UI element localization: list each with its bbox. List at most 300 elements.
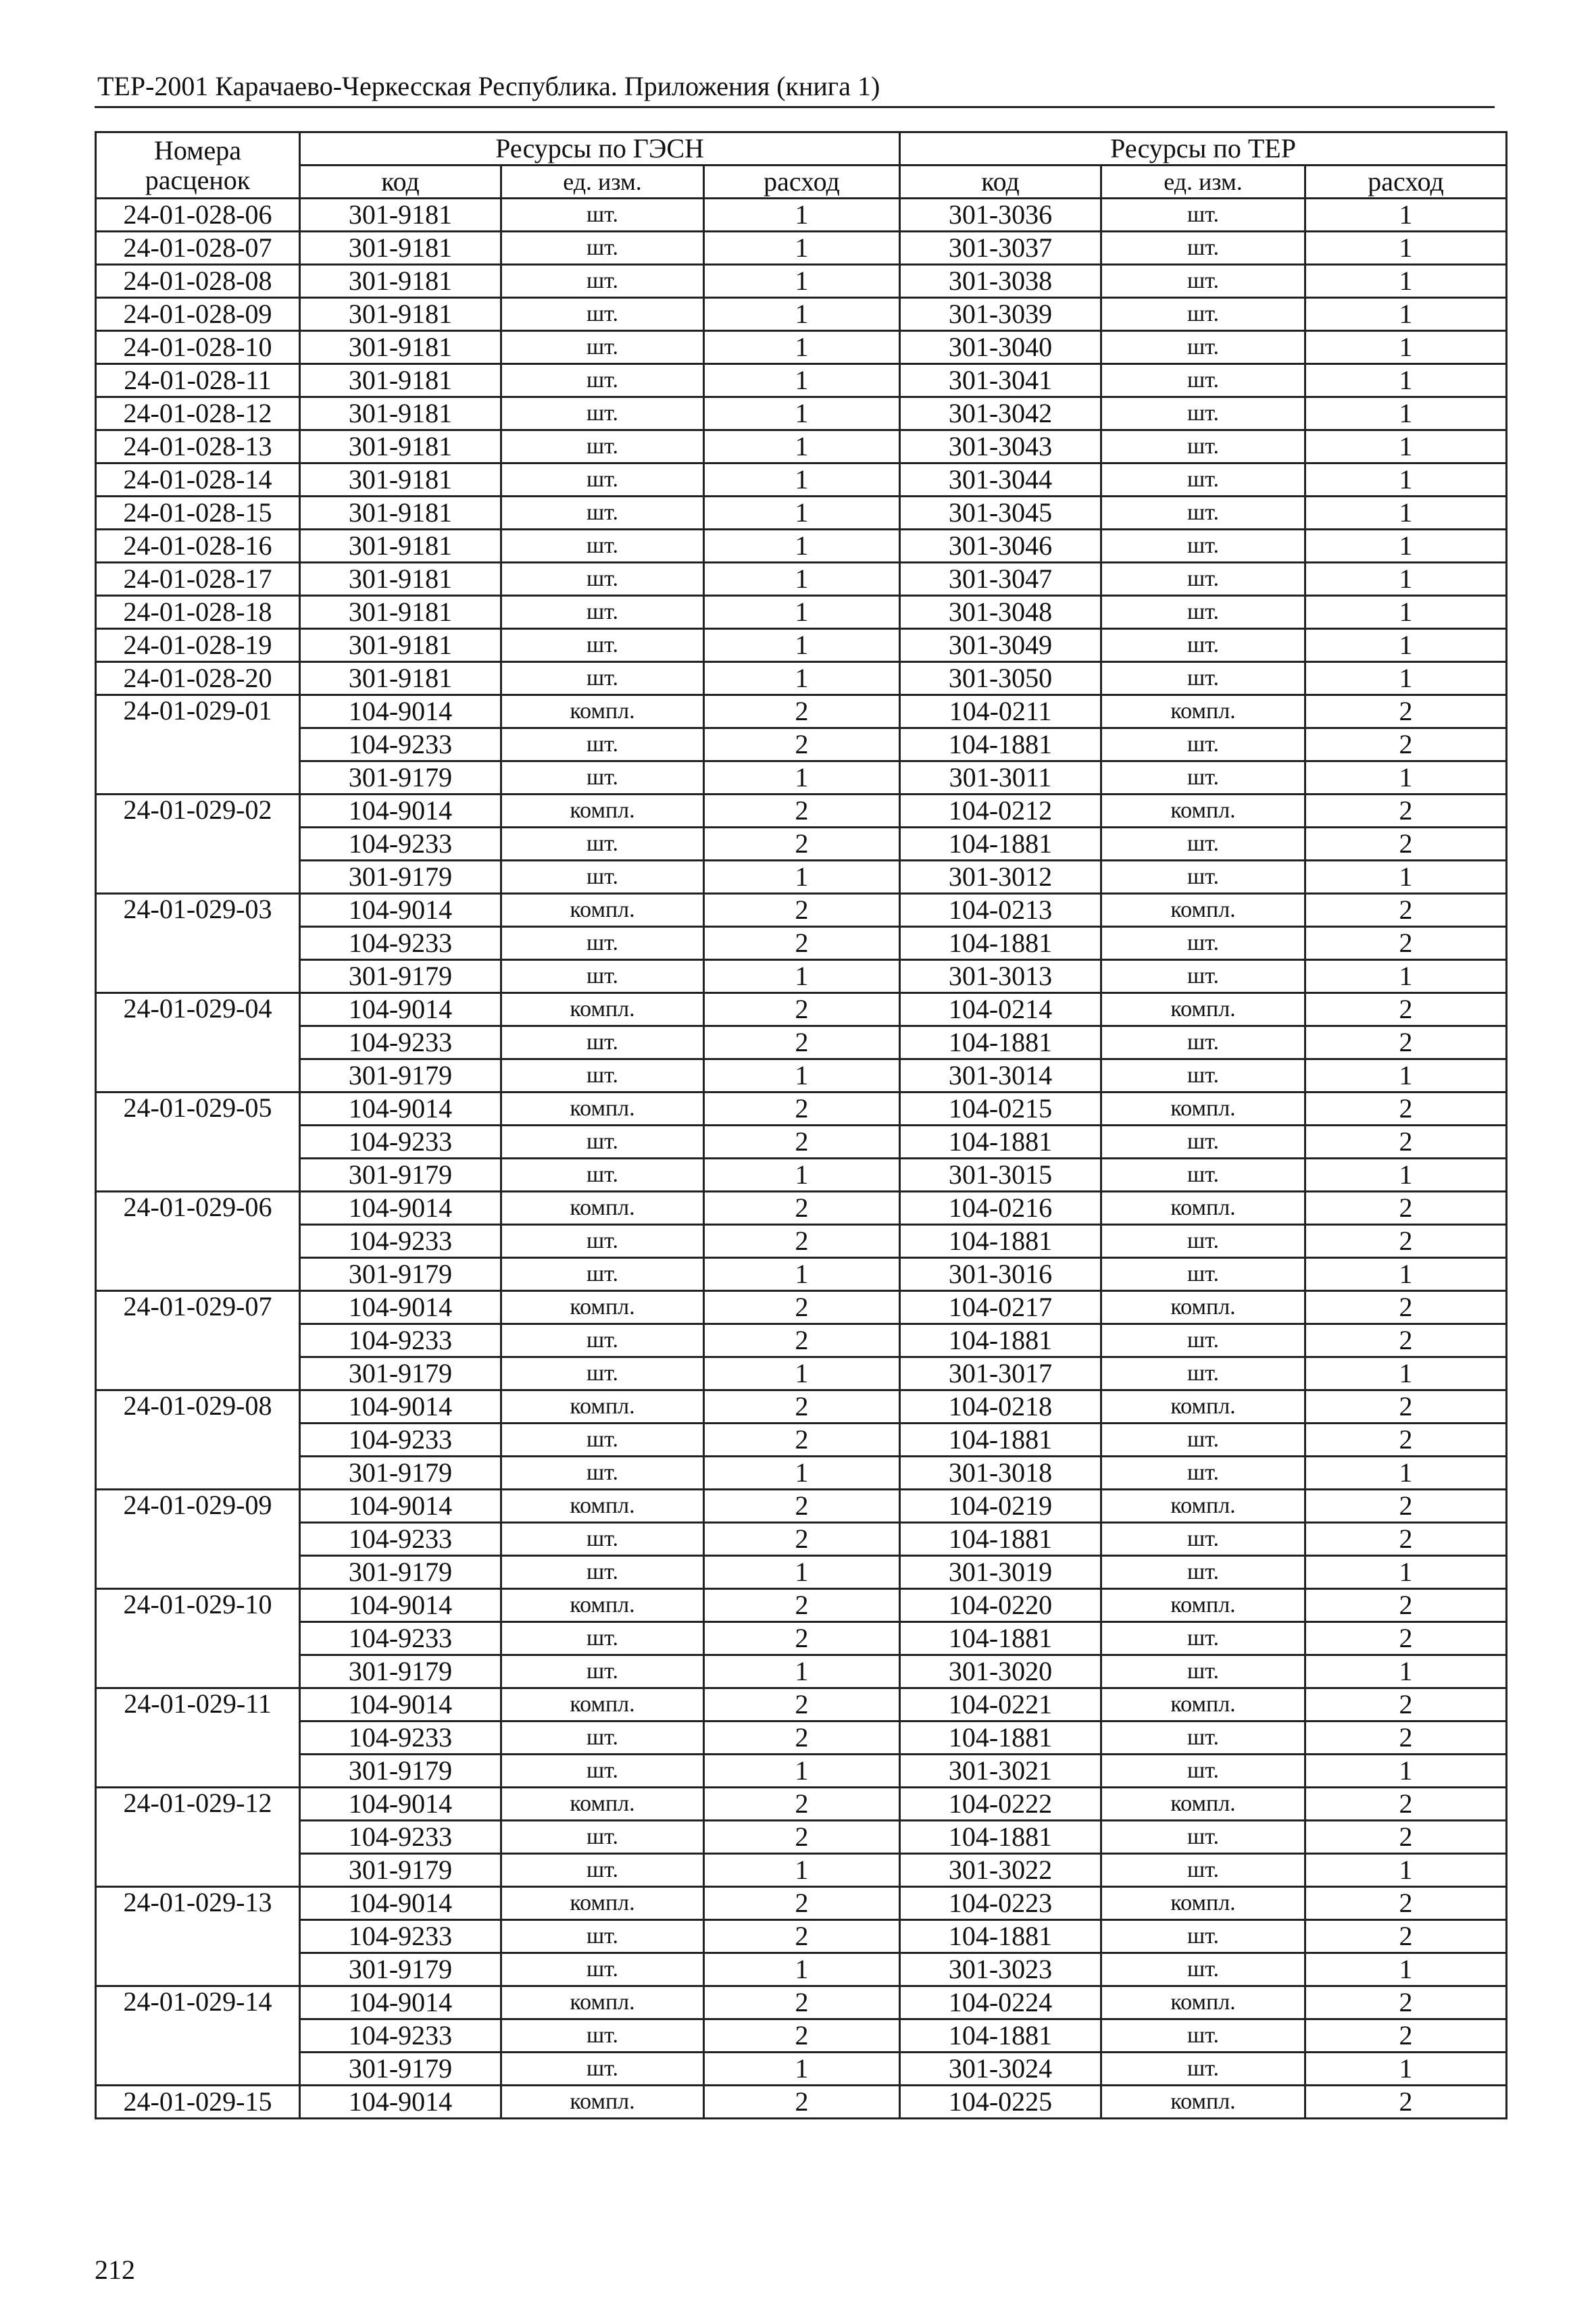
ter-unit-cell: шт. bbox=[1101, 397, 1305, 430]
table-header bbox=[96, 132, 1507, 199]
gesn-code-cell: 104-9233 bbox=[300, 1026, 501, 1059]
rate-number-cell: 24-01-029-01 bbox=[96, 695, 300, 795]
ter-unit-cell: шт. bbox=[1101, 497, 1305, 530]
rate-number-cell: 24-01-029-04 bbox=[96, 993, 300, 1092]
gesn-code-cell: 104-9014 bbox=[300, 1887, 501, 1920]
ter-qty-cell: 2 bbox=[1305, 828, 1507, 861]
gesn-unit-cell: шт. bbox=[501, 1755, 704, 1788]
rate-number-cell: 24-01-029-13 bbox=[96, 1887, 300, 1986]
ter-qty-cell: 2 bbox=[1305, 1986, 1507, 2019]
gesn-qty-cell: 2 bbox=[704, 927, 900, 960]
gesn-code-cell: 104-9233 bbox=[300, 2019, 501, 2053]
ter-qty-cell: 2 bbox=[1305, 894, 1507, 927]
gesn-qty-cell: 1 bbox=[704, 463, 900, 497]
ter-qty-cell: 1 bbox=[1305, 960, 1507, 993]
table-row bbox=[96, 1490, 1507, 1523]
ter-qty-cell: 1 bbox=[1305, 1755, 1507, 1788]
gesn-unit-cell: шт. bbox=[501, 298, 704, 331]
ter-qty-cell: 1 bbox=[1305, 662, 1507, 695]
ter-qty-cell: 1 bbox=[1305, 761, 1507, 795]
gesn-qty-cell: 2 bbox=[704, 1126, 900, 1159]
table-row bbox=[96, 1324, 1507, 1357]
gesn-code-cell: 104-9233 bbox=[300, 1225, 501, 1258]
table-row bbox=[96, 1192, 1507, 1225]
gesn-unit-cell: шт. bbox=[501, 364, 704, 397]
ter-unit-cell: компл. bbox=[1101, 1688, 1305, 1721]
gesn-unit-cell: шт. bbox=[501, 629, 704, 662]
rate-number-cell: 24-01-029-11 bbox=[96, 1688, 300, 1788]
rate-number-cell: 24-01-029-09 bbox=[96, 1490, 300, 1589]
table-row bbox=[96, 1887, 1507, 1920]
table-row bbox=[96, 497, 1507, 530]
rate-numbers-header-line2: расценок bbox=[145, 164, 251, 195]
rate-number-cell: 24-01-028-15 bbox=[96, 497, 300, 530]
ter-unit-cell: шт. bbox=[1101, 364, 1305, 397]
table-row bbox=[96, 1655, 1507, 1688]
gesn-unit-cell: шт. bbox=[501, 1324, 704, 1357]
gesn-unit-cell: шт. bbox=[501, 1026, 704, 1059]
gesn-code-cell: 301-9181 bbox=[300, 629, 501, 662]
page-header bbox=[95, 66, 1495, 108]
ter-code-cell: 104-1881 bbox=[900, 1126, 1101, 1159]
gesn-unit-cell: шт. bbox=[501, 1556, 704, 1589]
rate-number-cell: 24-01-028-06 bbox=[96, 199, 300, 232]
ter-unit-cell: шт. bbox=[1101, 1126, 1305, 1159]
table-row bbox=[96, 894, 1507, 927]
gesn-qty-cell: 2 bbox=[704, 1523, 900, 1556]
gesn-code-cell: 104-9233 bbox=[300, 1721, 501, 1755]
ter-qty-cell: 2 bbox=[1305, 2019, 1507, 2053]
ter-qty-cell: 2 bbox=[1305, 1788, 1507, 1821]
table-row bbox=[96, 1291, 1507, 1324]
ter-code-cell: 301-3015 bbox=[900, 1159, 1101, 1192]
gesn-unit-cell: шт. bbox=[501, 497, 704, 530]
gesn-qty-cell: 1 bbox=[704, 1258, 900, 1291]
gesn-unit-cell: шт. bbox=[501, 2053, 704, 2086]
gesn-code-cell: 104-9233 bbox=[300, 1424, 501, 1457]
ter-code-cell: 104-0213 bbox=[900, 894, 1101, 927]
table-row bbox=[96, 265, 1507, 298]
ter-code-cell: 301-3044 bbox=[900, 463, 1101, 497]
gesn-qty-cell: 1 bbox=[704, 563, 900, 596]
ter-code-cell: 301-3041 bbox=[900, 364, 1101, 397]
ter-unit-cell: шт. bbox=[1101, 828, 1305, 861]
rate-number-cell: 24-01-029-15 bbox=[96, 2086, 300, 2119]
ter-unit-cell: компл. bbox=[1101, 1092, 1305, 1126]
ter-code-cell: 301-3050 bbox=[900, 662, 1101, 695]
table-row bbox=[96, 596, 1507, 629]
gesn-qty-cell: 2 bbox=[704, 2019, 900, 2053]
gesn-qty-cell: 2 bbox=[704, 1986, 900, 2019]
rate-number-cell: 24-01-028-10 bbox=[96, 331, 300, 364]
gesn-qty-cell: 1 bbox=[704, 331, 900, 364]
gesn-code-cell: 104-9014 bbox=[300, 1192, 501, 1225]
ter-code-cell: 104-0224 bbox=[900, 1986, 1101, 2019]
ter-qty-cell: 1 bbox=[1305, 629, 1507, 662]
ter-unit-cell: шт. bbox=[1101, 232, 1305, 265]
ter-unit-cell: компл. bbox=[1101, 1986, 1305, 2019]
rate-number-cell: 24-01-028-19 bbox=[96, 629, 300, 662]
gesn-unit-cell: компл. bbox=[501, 1192, 704, 1225]
ter-code-cell: 104-1881 bbox=[900, 728, 1101, 761]
gesn-code-cell: 104-9233 bbox=[300, 1821, 501, 1854]
gesn-unit-cell: шт. bbox=[501, 728, 704, 761]
rate-number-cell: 24-01-029-07 bbox=[96, 1291, 300, 1390]
ter-unit-cell: шт. bbox=[1101, 1755, 1305, 1788]
gesn-code-cell: 104-9233 bbox=[300, 1126, 501, 1159]
ter-code-cell: 104-0222 bbox=[900, 1788, 1101, 1821]
ter-unit-cell: шт. bbox=[1101, 1324, 1305, 1357]
ter-unit-cell: компл. bbox=[1101, 1788, 1305, 1821]
ter-unit-cell: шт. bbox=[1101, 1258, 1305, 1291]
table-body bbox=[96, 199, 1507, 2119]
ter-unit-cell: шт. bbox=[1101, 1523, 1305, 1556]
table-row bbox=[96, 828, 1507, 861]
ter-qty-cell: 1 bbox=[1305, 861, 1507, 894]
ter-unit-cell: шт. bbox=[1101, 1655, 1305, 1688]
gesn-unit-cell: шт. bbox=[501, 960, 704, 993]
gesn-unit-cell: шт. bbox=[501, 1126, 704, 1159]
gesn-qty-cell: 1 bbox=[704, 530, 900, 563]
table-row bbox=[96, 629, 1507, 662]
ter-qty-cell: 1 bbox=[1305, 298, 1507, 331]
gesn-code-cell: 104-9014 bbox=[300, 1291, 501, 1324]
ter-unit-cell: компл. bbox=[1101, 1192, 1305, 1225]
gesn-qty-cell: 2 bbox=[704, 728, 900, 761]
ter-qty-cell: 2 bbox=[1305, 728, 1507, 761]
rate-number-cell: 24-01-028-13 bbox=[96, 430, 300, 463]
gesn-qty-cell: 2 bbox=[704, 1192, 900, 1225]
gesn-qty-cell: 1 bbox=[704, 265, 900, 298]
ter-qty-cell: 1 bbox=[1305, 199, 1507, 232]
gesn-qty-cell: 1 bbox=[704, 1357, 900, 1390]
table-row bbox=[96, 1523, 1507, 1556]
page-number: 212 bbox=[95, 2255, 135, 2285]
ter-code-cell: 301-3049 bbox=[900, 629, 1101, 662]
ter-unit-cell: шт. bbox=[1101, 1953, 1305, 1986]
ter-code-cell: 104-0214 bbox=[900, 993, 1101, 1026]
table-row bbox=[96, 1688, 1507, 1721]
ter-code-cell: 104-0218 bbox=[900, 1390, 1101, 1424]
ter-qty-cell: 2 bbox=[1305, 1192, 1507, 1225]
table-row bbox=[96, 364, 1507, 397]
gesn-unit-cell: шт. bbox=[501, 331, 704, 364]
gesn-qty-cell: 1 bbox=[704, 364, 900, 397]
gesn-qty-cell: 1 bbox=[704, 430, 900, 463]
table-row bbox=[96, 397, 1507, 430]
ter-qty-cell: 1 bbox=[1305, 563, 1507, 596]
gesn-qty-cell: 2 bbox=[704, 695, 900, 728]
ter-unit-cell: шт. bbox=[1101, 1854, 1305, 1887]
gesn-unit-cell: шт. bbox=[501, 1953, 704, 1986]
ter-code-header: код bbox=[900, 166, 1101, 199]
ter-code-cell: 301-3039 bbox=[900, 298, 1101, 331]
gesn-qty-cell: 2 bbox=[704, 1092, 900, 1126]
gesn-code-cell: 104-9233 bbox=[300, 1523, 501, 1556]
gesn-code-cell: 301-9179 bbox=[300, 1258, 501, 1291]
ter-code-cell: 104-1881 bbox=[900, 1324, 1101, 1357]
ter-unit-cell: шт. bbox=[1101, 1225, 1305, 1258]
ter-code-cell: 301-3038 bbox=[900, 265, 1101, 298]
rate-number-cell: 24-01-028-20 bbox=[96, 662, 300, 695]
gesn-code-cell: 104-9233 bbox=[300, 828, 501, 861]
gesn-qty-cell: 2 bbox=[704, 795, 900, 828]
table-row bbox=[96, 1092, 1507, 1126]
ter-unit-cell: компл. bbox=[1101, 894, 1305, 927]
gesn-code-cell: 301-9181 bbox=[300, 563, 501, 596]
ter-qty-cell: 2 bbox=[1305, 695, 1507, 728]
ter-code-cell: 301-3037 bbox=[900, 232, 1101, 265]
gesn-code-cell: 104-9014 bbox=[300, 1589, 501, 1622]
gesn-qty-cell: 1 bbox=[704, 761, 900, 795]
gesn-unit-cell: шт. bbox=[501, 1523, 704, 1556]
gesn-qty-cell: 2 bbox=[704, 993, 900, 1026]
rate-number-cell: 24-01-029-12 bbox=[96, 1788, 300, 1887]
gesn-code-cell: 104-9233 bbox=[300, 927, 501, 960]
ter-qty-cell: 2 bbox=[1305, 1490, 1507, 1523]
ter-code-cell: 301-3040 bbox=[900, 331, 1101, 364]
ter-qty-cell: 2 bbox=[1305, 1126, 1507, 1159]
table-row bbox=[96, 463, 1507, 497]
gesn-qty-cell: 2 bbox=[704, 1589, 900, 1622]
ter-qty-cell: 2 bbox=[1305, 2086, 1507, 2119]
table-row bbox=[96, 1953, 1507, 1986]
ter-unit-cell: шт. bbox=[1101, 331, 1305, 364]
gesn-qty-cell: 2 bbox=[704, 894, 900, 927]
ter-qty-cell: 1 bbox=[1305, 1357, 1507, 1390]
gesn-qty-cell: 1 bbox=[704, 298, 900, 331]
gesn-code-cell: 104-9014 bbox=[300, 1688, 501, 1721]
table-row bbox=[96, 530, 1507, 563]
ter-unit-cell: шт. bbox=[1101, 761, 1305, 795]
ter-code-cell: 301-3016 bbox=[900, 1258, 1101, 1291]
ter-unit-cell: шт. bbox=[1101, 1920, 1305, 1953]
ter-code-cell: 104-1881 bbox=[900, 1424, 1101, 1457]
ter-qty-cell: 1 bbox=[1305, 331, 1507, 364]
rate-number-cell: 24-01-029-06 bbox=[96, 1192, 300, 1291]
rate-number-cell: 24-01-028-17 bbox=[96, 563, 300, 596]
table-row bbox=[96, 331, 1507, 364]
gesn-unit-cell: шт. bbox=[501, 1258, 704, 1291]
table-row bbox=[96, 430, 1507, 463]
page-title: ТЕР-2001 Карачаево-Черкесская Республика. Приложения (книга 1) bbox=[97, 71, 880, 101]
gesn-qty-cell: 2 bbox=[704, 1291, 900, 1324]
gesn-unit-cell: шт. bbox=[501, 463, 704, 497]
ter-unit-cell: шт. bbox=[1101, 1821, 1305, 1854]
ter-qty-cell: 1 bbox=[1305, 364, 1507, 397]
ter-qty-cell: 1 bbox=[1305, 1953, 1507, 1986]
table-row bbox=[96, 1258, 1507, 1291]
ter-code-cell: 301-3047 bbox=[900, 563, 1101, 596]
gesn-qty-cell: 1 bbox=[704, 1854, 900, 1887]
gesn-code-cell: 301-9181 bbox=[300, 364, 501, 397]
table-row bbox=[96, 1126, 1507, 1159]
gesn-unit-cell: шт. bbox=[501, 1721, 704, 1755]
rate-number-cell: 24-01-028-07 bbox=[96, 232, 300, 265]
ter-unit-cell: компл. bbox=[1101, 1589, 1305, 1622]
gesn-resources-header: Ресурсы по ГЭСН bbox=[300, 132, 900, 166]
ter-code-cell: 301-3011 bbox=[900, 761, 1101, 795]
ter-unit-cell: шт. bbox=[1101, 1556, 1305, 1589]
gesn-code-cell: 104-9233 bbox=[300, 1920, 501, 1953]
ter-code-cell: 301-3021 bbox=[900, 1755, 1101, 1788]
ter-code-cell: 301-3043 bbox=[900, 430, 1101, 463]
ter-code-cell: 104-0219 bbox=[900, 1490, 1101, 1523]
rate-number-cell: 24-01-028-18 bbox=[96, 596, 300, 629]
table-row bbox=[96, 662, 1507, 695]
table-row bbox=[96, 861, 1507, 894]
gesn-qty-cell: 2 bbox=[704, 1920, 900, 1953]
ter-qty-cell: 1 bbox=[1305, 397, 1507, 430]
ter-unit-cell: компл. bbox=[1101, 695, 1305, 728]
table-row bbox=[96, 1424, 1507, 1457]
rate-number-cell: 24-01-029-05 bbox=[96, 1092, 300, 1192]
rate-number-cell: 24-01-029-10 bbox=[96, 1589, 300, 1688]
gesn-unit-cell: компл. bbox=[501, 1887, 704, 1920]
gesn-qty-cell: 1 bbox=[704, 232, 900, 265]
ter-unit-cell: шт. bbox=[1101, 1457, 1305, 1490]
gesn-unit-cell: шт. bbox=[501, 927, 704, 960]
gesn-code-cell: 104-9014 bbox=[300, 1092, 501, 1126]
ter-code-cell: 301-3036 bbox=[900, 199, 1101, 232]
ter-code-cell: 301-3048 bbox=[900, 596, 1101, 629]
gesn-qty-cell: 2 bbox=[704, 1887, 900, 1920]
table-row bbox=[96, 2086, 1507, 2119]
table-row bbox=[96, 1986, 1507, 2019]
ter-qty-cell: 1 bbox=[1305, 1556, 1507, 1589]
ter-code-cell: 104-0216 bbox=[900, 1192, 1101, 1225]
gesn-qty-cell: 1 bbox=[704, 861, 900, 894]
ter-unit-cell: шт. bbox=[1101, 463, 1305, 497]
gesn-qty-cell: 1 bbox=[704, 1556, 900, 1589]
ter-unit-cell: шт. bbox=[1101, 1424, 1305, 1457]
ter-code-cell: 104-1881 bbox=[900, 1026, 1101, 1059]
gesn-code-cell: 104-9014 bbox=[300, 1490, 501, 1523]
gesn-unit-cell: шт. bbox=[501, 861, 704, 894]
gesn-code-cell: 301-9179 bbox=[300, 960, 501, 993]
ter-unit-cell: шт. bbox=[1101, 2053, 1305, 2086]
gesn-unit-cell: шт. bbox=[501, 2019, 704, 2053]
gesn-code-cell: 301-9179 bbox=[300, 1357, 501, 1390]
rate-number-cell: 24-01-029-08 bbox=[96, 1390, 300, 1490]
gesn-code-cell: 301-9181 bbox=[300, 430, 501, 463]
ter-unit-cell: шт. bbox=[1101, 1622, 1305, 1655]
table-row bbox=[96, 1854, 1507, 1887]
gesn-qty-cell: 1 bbox=[704, 1655, 900, 1688]
ter-qty-cell: 2 bbox=[1305, 927, 1507, 960]
ter-unit-cell: шт. bbox=[1101, 430, 1305, 463]
table-row bbox=[96, 1589, 1507, 1622]
ter-qty-cell: 2 bbox=[1305, 1424, 1507, 1457]
ter-unit-cell: шт. bbox=[1101, 1721, 1305, 1755]
table-row bbox=[96, 2053, 1507, 2086]
gesn-code-cell: 301-9179 bbox=[300, 1457, 501, 1490]
ter-qty-cell: 1 bbox=[1305, 1854, 1507, 1887]
gesn-code-cell: 104-9014 bbox=[300, 1390, 501, 1424]
gesn-qty-cell: 2 bbox=[704, 1324, 900, 1357]
ter-unit-cell: шт. bbox=[1101, 960, 1305, 993]
gesn-unit-cell: шт. bbox=[501, 430, 704, 463]
table-row bbox=[96, 2019, 1507, 2053]
table-row bbox=[96, 1721, 1507, 1755]
gesn-code-cell: 104-9014 bbox=[300, 1986, 501, 2019]
ter-code-cell: 301-3022 bbox=[900, 1854, 1101, 1887]
ter-qty-cell: 2 bbox=[1305, 1092, 1507, 1126]
gesn-unit-cell: компл. bbox=[501, 1291, 704, 1324]
gesn-code-cell: 301-9181 bbox=[300, 331, 501, 364]
gesn-qty-cell: 1 bbox=[704, 1159, 900, 1192]
gesn-code-cell: 104-9014 bbox=[300, 993, 501, 1026]
gesn-unit-cell: шт. bbox=[501, 1357, 704, 1390]
ter-unit-cell: шт. bbox=[1101, 662, 1305, 695]
ter-qty-cell: 2 bbox=[1305, 1821, 1507, 1854]
gesn-qty-cell: 1 bbox=[704, 960, 900, 993]
ter-unit-cell: шт. bbox=[1101, 265, 1305, 298]
gesn-unit-cell: компл. bbox=[501, 795, 704, 828]
gesn-code-cell: 301-9179 bbox=[300, 1854, 501, 1887]
gesn-code-cell: 301-9181 bbox=[300, 298, 501, 331]
ter-code-cell: 301-3046 bbox=[900, 530, 1101, 563]
gesn-qty-cell: 2 bbox=[704, 1622, 900, 1655]
gesn-qty-cell: 2 bbox=[704, 1424, 900, 1457]
table-row bbox=[96, 1457, 1507, 1490]
ter-unit-cell: шт. bbox=[1101, 1159, 1305, 1192]
ter-qty-cell: 1 bbox=[1305, 1159, 1507, 1192]
ter-unit-cell: шт. bbox=[1101, 596, 1305, 629]
ter-unit-cell: компл. bbox=[1101, 795, 1305, 828]
gesn-code-cell: 301-9181 bbox=[300, 497, 501, 530]
ter-qty-cell: 2 bbox=[1305, 1225, 1507, 1258]
ter-code-cell: 301-3012 bbox=[900, 861, 1101, 894]
gesn-qty-cell: 2 bbox=[704, 2086, 900, 2119]
ter-qty-cell: 1 bbox=[1305, 1258, 1507, 1291]
ter-qty-cell: 2 bbox=[1305, 1291, 1507, 1324]
gesn-unit-cell: компл. bbox=[501, 1788, 704, 1821]
ter-code-cell: 104-0221 bbox=[900, 1688, 1101, 1721]
ter-unit-cell: шт. bbox=[1101, 629, 1305, 662]
ter-code-cell: 104-1881 bbox=[900, 1225, 1101, 1258]
gesn-unit-cell: компл. bbox=[501, 894, 704, 927]
gesn-qty-cell: 1 bbox=[704, 1457, 900, 1490]
gesn-code-cell: 301-9181 bbox=[300, 265, 501, 298]
ter-qty-cell: 1 bbox=[1305, 497, 1507, 530]
gesn-unit-cell: шт. bbox=[501, 1225, 704, 1258]
rate-number-cell: 24-01-028-14 bbox=[96, 463, 300, 497]
ter-unit-cell: шт. bbox=[1101, 927, 1305, 960]
table-row bbox=[96, 927, 1507, 960]
ter-code-cell: 104-1881 bbox=[900, 828, 1101, 861]
ter-code-cell: 104-1881 bbox=[900, 1920, 1101, 1953]
ter-qty-cell: 2 bbox=[1305, 1920, 1507, 1953]
ter-code-cell: 301-3023 bbox=[900, 1953, 1101, 1986]
ter-unit-cell: компл. bbox=[1101, 2086, 1305, 2119]
gesn-code-cell: 301-9181 bbox=[300, 232, 501, 265]
table-row bbox=[96, 298, 1507, 331]
gesn-unit-cell: компл. bbox=[501, 695, 704, 728]
gesn-qty-cell: 1 bbox=[704, 1953, 900, 1986]
rate-number-cell: 24-01-029-02 bbox=[96, 795, 300, 894]
ter-qty-cell: 2 bbox=[1305, 1589, 1507, 1622]
table-row bbox=[96, 1788, 1507, 1821]
rate-number-cell: 24-01-028-08 bbox=[96, 265, 300, 298]
ter-unit-cell: шт. bbox=[1101, 861, 1305, 894]
ter-qty-cell: 1 bbox=[1305, 530, 1507, 563]
ter-code-cell: 104-1881 bbox=[900, 927, 1101, 960]
ter-code-cell: 104-0220 bbox=[900, 1589, 1101, 1622]
ter-code-cell: 104-1881 bbox=[900, 1622, 1101, 1655]
ter-code-cell: 301-3017 bbox=[900, 1357, 1101, 1390]
gesn-unit-cell: шт. bbox=[501, 828, 704, 861]
